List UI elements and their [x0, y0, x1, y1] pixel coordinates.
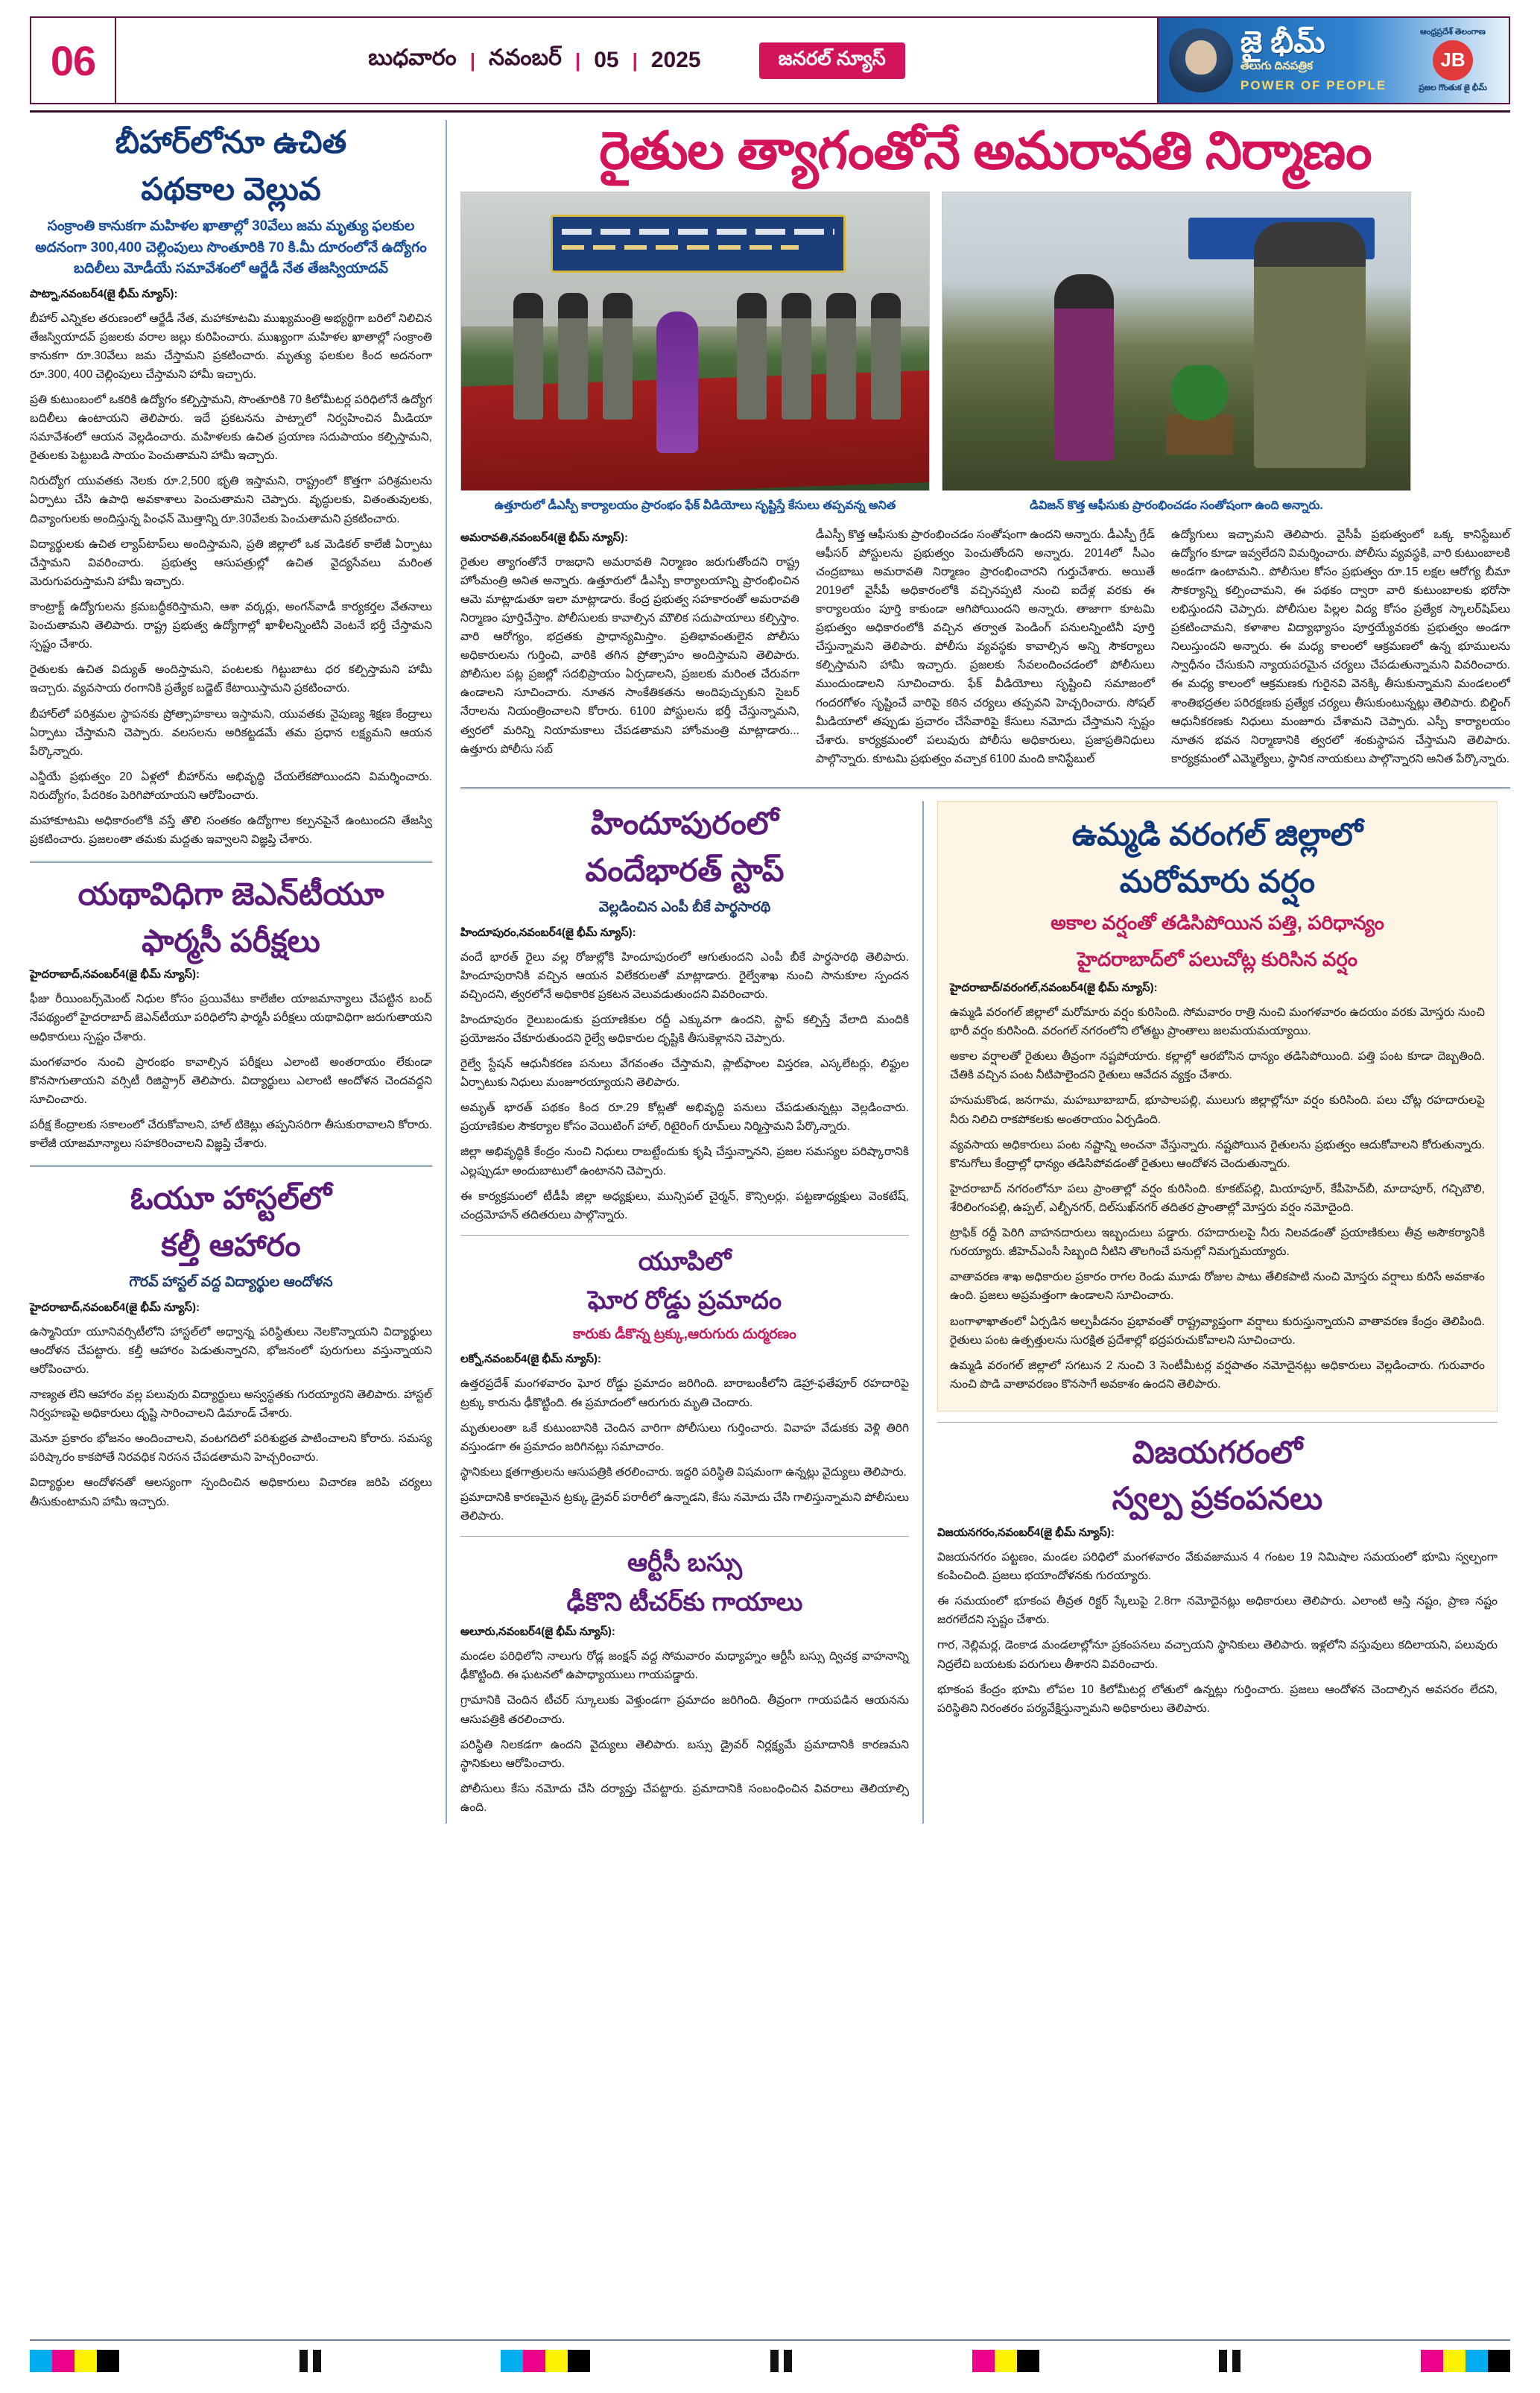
story-up-para-0: ఉత్తరప్రదేశ్ మంగళవారం ఘోర రోడ్డు ప్రమాదం జరిగింది. బారాబంకీలోని డెహ్రా-ఫతేపూర్ రహదారిపై ట్రక్కు కారును ఢీకొట్టింది. ఈ ప్రమాదంలో ఆరుగురు మృతి చెందారు. — [460, 1377, 909, 1409]
swatch-yellow-1 — [75, 2350, 97, 2372]
story-rtc-para-1: గ్రామానికి చెందిన టీచర్ స్కూలుకు వెళ్తుండగా ప్రమాదం జరిగింది. తీవ్రంగా గాయపడిన ఆయనను ఆసుపత్రికి తరలించారు. — [460, 1694, 909, 1726]
story-ou-kicker: గౌరవ్ హాస్టల్ వద్ద విద్యార్థుల ఆందోళన — [129, 1274, 333, 1291]
page-number-box — [31, 18, 116, 103]
content-grid — [30, 120, 1510, 1824]
year: 2025 — [650, 48, 701, 72]
logo-title: జై భీమ్ — [1240, 26, 1325, 59]
footer-rule — [30, 2339, 1510, 2341]
reg-bar-1 — [300, 2350, 308, 2372]
logo-right-line-1: ఆంధ్రప్రదేశ్ తెలంగాణ — [1420, 28, 1486, 37]
lower-columns — [447, 801, 1510, 1824]
swatch-yellow-3 — [995, 2350, 1017, 2372]
story-ou-para-2: మెనూ ప్రకారం భోజనం అందించాలని, వంటగదిలో పరిశుభ్రత పాటించాలని కోరారు. సమస్య పరిష్కారం కాకపోతే నిరవధిక నిరసన చేపడతామని హెచ్చరించారు. — [30, 1432, 432, 1464]
story-bihar-para-4: కాంట్రాక్ట్ ఉద్యోగులను క్రమబద్ధీకరిస్తామని, ఆశా వర్కర్లు, అంగన్‌వాడీ కార్యకర్తల వేతనాలు పెంచుతామని తెలిపారు. రాష్ట్ర ప్రభుత్వ ఉద్యోగాల్లో ఖాళీలన్నింటినీ వెంటనే భర్తీ చేస్తామని స్పష్టం చేశారు. — [30, 601, 432, 651]
section-badge: జనరల్ న్యూస్ — [759, 42, 905, 79]
story-ou-hostel — [30, 1179, 432, 1511]
column-left — [30, 120, 447, 1824]
story-jntu-byline: హైదరాబాద్,నవంబర్4(జై భీమ్ న్యూస్): — [30, 968, 200, 981]
column-mid — [447, 801, 924, 1824]
photo1-banner — [551, 215, 846, 273]
story-vande-para-4: జిల్లా అభివృద్ధికి కేంద్రం నుంచి నిధులు రాబట్టేందుకు కృషి చేస్తున్నానని, ప్రజల సమస్యల పరిష్కారానికి ఎల్లప్పుడూ అందుబాటులో ఉంటానని చెప్పారు. — [460, 1145, 909, 1177]
story-rtc-para-0: మండల పరిధిలోని నాలుగు రోడ్ల జంక్షన్ వద్ద సోమవారం మధ్యాహ్నం ఆర్టీసీ బస్సు ద్విచక్ర వాహనాన్ని ఢీకొట్టింది. ఈ ఘటనలో ఉపాధ్యాయులు గాయపడ్డారు. — [460, 1650, 909, 1682]
right-divider-1 — [937, 1422, 1498, 1423]
mid-divider-2 — [460, 1536, 909, 1537]
bar-group-1 — [300, 2350, 321, 2372]
story-ou-para-3: విద్యార్థుల ఆందోళనతో ఆలస్యంగా స్పందించిన అధికారులు విచారణ జరిపి చర్యలు తీసుకుంటామని హామీ ఇచ్చారు. — [30, 1476, 432, 1508]
lead-photo-left-wrap — [460, 192, 930, 514]
story-vande-para-1: హిందూపురం రైలుబండుకు ప్రయాణికుల రద్దీ ఎక్కువగా ఉందని, స్టాప్ కల్పిస్తే వేలాది మందికి ప్రయోజనం చేకూరుతుందని రైల్వే అధికారుల దృష్టికి తీసుకెళ్లానని చెప్పారు. — [460, 1013, 909, 1045]
story-rtc-headline-1: ఆర్టీసీ బస్సు — [627, 1549, 743, 1578]
lead-story — [447, 120, 1510, 801]
weekday: బుధవారం — [368, 45, 457, 70]
swatch-cyan-2 — [501, 2350, 523, 2372]
story-warangal-para-5: ట్రాఫిక్ రద్దీ పెరిగి వాహనదారులు ఇబ్బందులు పడ్డారు. రహదారులపై నీరు నిలవడంతో ప్రయాణికులు తీవ్ర అసౌకర్యానికి గురయ్యారు. జీహెచ్ఎంసీ సిబ్బంది నీటిని తొలగించే పనుల్లో నిమగ్నమయ్యారు. — [950, 1227, 1485, 1259]
story-warangal-para-7: బంగాళాఖాతంలో ఏర్పడిన అల్పపీడనం ప్రభావంతో రాష్ట్రవ్యాప్తంగా వర్షాలు కురుస్తున్నాయని వాతావరణ కేంద్రం తెలిపింది. రైతులు పంట ఉత్పత్తులను సురక్షిత ప్రదేశాల్లో భద్రపరుచుకోవాలని సూచించారు. — [950, 1315, 1485, 1347]
story-jntu-headline-1: యథావిధిగా జెఎన్‌టీయూ — [77, 876, 384, 912]
lead-bottom-divider — [460, 787, 1510, 789]
story-warangal-headline-1: ఉమ్మడి వరంగల్ జిల్లాలో — [1071, 817, 1363, 852]
story-vande-para-3: అమృత్ భారత్ పథకం కింద రూ.29 కోట్లతో అభివృద్ధి పనులు చేపడుతున్నట్లు వెల్లడించారు. ప్రయాణికుల సౌకర్యాల కోసం వెయిటింగ్ హాల్, రిటైరింగ్ రూమ్‌లు నిర్మిస్తామని పేర్కొన్నారు. — [460, 1101, 909, 1134]
story-vande-byline: హిందూపురం,నవంబర్4(జై భీమ్ న్యూస్): — [460, 926, 636, 939]
reg-bar-2 — [313, 2350, 321, 2372]
photo2-sapling — [1166, 365, 1233, 455]
day-number: 05 — [594, 48, 619, 72]
photo1-officer-1 — [513, 293, 543, 420]
photo1-minister-figure — [656, 312, 698, 453]
story-rtc-para-2: పరిస్థితి నిలకడగా ఉందని వైద్యులు తెలిపారు. బస్సు డ్రైవర్ నిర్లక్ష్యమే ప్రమాదానికి కారణమని స్థానికులు ఆరోపించారు. — [460, 1738, 909, 1770]
story-bihar — [30, 123, 432, 849]
story-warangal-para-3: వ్యవసాయ అధికారులు పంట నష్టాన్ని అంచనా వేస్తున్నారు. నష్టపోయిన రైతులను ప్రభుత్వం ఆదుకోవాలని కోరుతున్నారు. కొనుగోలు కేంద్రాల్లో ధాన్యం తడిసిపోవడంతో రైతులు ఆందోళన చెందుతున్నారు. — [950, 1138, 1485, 1170]
story-vande-para-0: వందే భారత్ రైలు వల్ల రోజుల్లోకి హిందూపురంలో ఆగుతుందని ఎంపీ బీకే పార్థసారథి తెలిపారు. హిందూపురానికి వచ్చిన ఆయన విలేకరులతో మాట్లాడారు. రైల్వేశాఖ నుంచి సానుకూల స్పందన వచ్చిందని, త్వరలోనే అధికారిక ప్రకటన వెలువడుతుందని వివరించారు. — [460, 950, 909, 1001]
photo-sapling-planting — [942, 192, 1411, 491]
column-right — [924, 801, 1498, 1824]
reg-bar-6 — [1232, 2350, 1240, 2372]
story-vizag-byline: విజయనగరం,నవంబర్4(జై భీమ్ న్యూస్): — [937, 1526, 1115, 1539]
right-region — [447, 120, 1510, 1824]
date-separator-1: | — [469, 48, 476, 72]
photo2-woman-figure — [1054, 274, 1114, 461]
jaibheem-badge-icon: JB — [1433, 40, 1473, 80]
story-warangal-para-2: హనుమకొండ, జనగామ, మహబూబాబాద్, భూపాలపల్లి, ములుగు జిల్లాల్లోనూ వర్షం కురిసింది. పలు చోట్ల రహదారులపై నీరు నిలిచి రాకపోకలకు అంతరాయం ఏర్పడింది. — [950, 1094, 1485, 1126]
story-rtc-bus — [460, 1547, 909, 1817]
swatch-magenta-2 — [523, 2350, 545, 2372]
story-bihar-para-8: మహాకూటమి అధికారంలోకి వస్తే తొలి సంతకం ఉద్యోగాల కల్పనపైనే ఉంటుందని తేజస్వి ప్రకటించారు. ప్రజలంతా తమకు మద్దతు ఇవ్వాలని విజ్ఞప్తి చేశారు. — [30, 815, 432, 847]
story-bihar-para-0: బీహార్ ఎన్నికల తరుణంలో ఆర్జేడీ నేత, మహాకూటమి ముఖ్యమంత్రి అభ్యర్థిగా బరిలో నిలిచిన తేజస్వియాదవ్ ప్రజలకు వరాల జల్లు కురిపించారు. ముఖ్యంగా మహిళల ఖాతాల్లో సంక్రాంతి కానుకగా రూ.30వేలు జమ చేస్తామని ప్రకటించారు. మృత్యు ఫలకుల కింద అదనంగా రూ.300, 400 చెల్లింపులు చేస్తామని హామీ ఇచ్చారు. — [30, 312, 432, 381]
story-warangal-headline-2: మరోమారు వర్షం — [1119, 863, 1316, 899]
logo-right-line-3: ప్రజల గొంతుక జై భీమ్ — [1419, 83, 1487, 92]
page-number: 06 — [50, 37, 96, 84]
photo1-officer-7 — [871, 293, 901, 420]
story-up-para-1: మృతులంతా ఒకే కుటుంబానికి చెందిన వారిగా పోలీసులు గుర్తించారు. వివాహ వేడుకకు వెళ్లి తిరిగి వస్తుండగా ఈ ప్రమాదం జరిగినట్లు సమాచారం. — [460, 1421, 909, 1453]
story-jntu-para-0: ఫీజు రీయింబర్స్‌మెంట్ నిధుల కోసం ప్రయివేటు కాలేజీల యాజమాన్యాలు చేపట్టిన బంద్ నేపథ్యంలో హైదరాబాద్ జెఎన్‌టీయూ పరిధిలోని ఫార్మసీ పరీక్షలు యథావిధిగా జరుగుతాయని అధికారులు స్పష్టం చేశారు. — [30, 993, 432, 1043]
story-vizag-para-1: ఈ సమయంలో భూకంప తీవ్రత రిక్టర్ స్కేలుపై 2.8గా నమోదైనట్లు అధికారులు తెలిపారు. ఎలాంటి ఆస్తి నష్టం, ప్రాణ నష్టం జరగలేదని స్పష్టం చేశారు. — [937, 1595, 1498, 1627]
story-warangal-byline: హైదరాబాద్/వరంగల్,నవంబర్4(జై భీమ్ న్యూస్): — [950, 981, 1158, 994]
logo-tagline: POWER OF PEOPLE — [1240, 78, 1387, 92]
photo1-officer-6 — [826, 293, 856, 420]
story-bihar-headline-1: బీహార్‌లోనూ ఉచిత — [115, 124, 347, 159]
lead-para-col3-0: ఉద్యోగులు ఇచ్చామని తెలిపారు. వైసీపీ ప్రభుత్వంలో ఒక్క కానిస్టేబుల్ ఉద్యోగం కూడా ఇవ్వలేదని విమర్శించారు. పోలీసు వ్యవస్థకి, వారి కుటుంబాలకి అండగా ఉంటామని.. పోలీసుల కోసం ప్రభుత్వం రూ.15 లక్షల ఆరోగ్య బీమా సౌకర్యాన్ని కల్పించామని, ఈ పథకం ద్వారా వారి కుటుంబాలకు భరోసా లభిస్తుందని చెప్పారు. పోలీసుల పిల్లల విద్య కోసం ప్రత్యేక స్కాలర్‌షిప్‌లు ప్రకటించామని, కళాశాల విద్యాభ్యాసం పూర్తయ్యేవరకు ప్రభుత్వం అండగా నిలుస్తుందని అన్నారు. ఈ మధ్య కాలంలో ఆక్రమణలో ఉన్న భూములను స్వాధీనం చేసుకుని న్యాయపరమైన చర్యలు చేపడుతున్నామని వివరించారు. ఈ మధ్య కాలంలో ఆక్రమణకు గురైనవి వెనక్కి తీసుకున్నామని మండలంలో శాంతిభద్రతల పరిరక్షణకు ప్రత్యేక చర్యలు తీసుకుంటున్నట్లు తెలిపారు. బిల్డింగ్ ఆధునీకరణకు నిధులు మంజూరు చేశామని చెప్పారు. ఎస్పీ కార్యాలయం నూతన భవన నిర్మాణానికి త్వరలో శంకుస్థాపన చేస్తామని తెలిపారు. కార్యక్రమంలో ఎమ్మెల్యేలు, స్థానిక నాయకులు పాల్గొన్నారని అనిత పేర్కొన్నారు. — [1171, 528, 1510, 765]
swatch-cyan-1 — [30, 2350, 52, 2372]
lead-caption-right: డివిజన్ కొత్త ఆఫీసుకు ప్రారంభించడం సంతోషంగా ఉంది అన్నారు. — [1030, 499, 1323, 513]
story-bihar-byline: పాట్నా,నవంబర్4(జై భీమ్ న్యూస్): — [30, 287, 178, 300]
story-bihar-para-3: విద్యార్థులకు ఉచిత ల్యాప్‌టాప్‌లు అందిస్తామని, ప్రతి జిల్లాలో ఒక మెడికల్ కాలేజీ ఏర్పాటు చేస్తామని వివరించారు. ప్రభుత్వ ఆసుపత్రుల్లో ఉచిత వైద్యసేవలు మరింత మెరుగుపరుస్తామని హామీ ఇచ్చారు. — [30, 537, 432, 588]
story-vande-kicker: వెల్లడించిన ఎంపీ బీకే పార్థసారథి — [598, 900, 771, 915]
story-warangal-para-0: ఉమ్మడి వరంగల్ జిల్లాలో మరోమారు వర్షం కురిసింది. సోమవారం రాత్రి నుంచి మంగళవారం ఉదయం వరకు మోస్తరు నుంచి భారీ వర్షం కురిసింది. వరంగల్ నగరంలోని లోతట్టు ప్రాంతాలు జలమయమయ్యాయి. — [950, 1006, 1485, 1038]
lead-photo-right-wrap — [942, 192, 1411, 514]
reg-bar-4 — [784, 2350, 792, 2372]
story-warangal-kicker-2: హైదరాబాద్‌లో పలుచోట్ల కురిసిన వర్షం — [1077, 948, 1357, 970]
story-vizag-para-0: విజయనగరం పట్టణం, మండల పరిధిలో మంగళవారం వేకువజామున 4 గంటల 19 నిమిషాల సమయంలో భూమి స్వల్పంగా కంపించింది. ప్రజలు భయాందోళనకు గురయ్యారు. — [937, 1550, 1498, 1583]
swatch-yellow-2 — [545, 2350, 568, 2372]
photo1-officer-3 — [603, 293, 633, 420]
story-jntu-para-2: పరీక్ష కేంద్రాలకు సకాలంలో చేరుకోవాలని, హాల్ టికెట్లు తప్పనిసరిగా తీసుకురావాలని కోరారు. కాలేజీ యాజమాన్యాలు సహకరించాలని విజ్ఞప్తి చేశారు. — [30, 1119, 432, 1151]
story-vande-headline-2: వందేభారత్ స్టాప్ — [585, 852, 785, 888]
story-warangal-para-4: హైదరాబాద్ నగరంలోనూ పలు ప్రాంతాల్లో వర్షం కురిసింది. కూకట్‌పల్లి, మియాపూర్, కేపీహెచ్‌బీ, మాదాపూర్, గచ్చిబౌలి, శేరిలింగంపల్లి, ఉప్పల్, ఎల్బీనగర్, దిల్‌సుఖ్‌నగర్ తదితర ప్రాంతాల్లో మోస్తరు వర్షం నమోదైంది. — [950, 1182, 1485, 1214]
story-up-accident — [460, 1246, 909, 1526]
swatch-yellow-4 — [1443, 2350, 1465, 2372]
story-bihar-para-2: నిరుద్యోగ యువతకు నెలకు రూ.2,500 భృతి ఇస్తామని, రాష్ట్రంలో కొత్తగా పరిశ్రమలను ఏర్పాటు చేసి ఉపాధి అవకాశాలు పెంచుతామని చెప్పారు. వృద్ధులకు, వితంతువులకు, దివ్యాంగులకు అందిస్తున్న పింఛన్ మొత్తాన్ని రూ.30వేలకు పెంచుతామని ప్రకటించారు. — [30, 475, 432, 525]
photo1-officer-4 — [737, 293, 767, 420]
story-jntu-para-1: మంగళవారం నుంచి ప్రారంభం కావాల్సిన పరీక్షలు ఎలాంటి అంతరాయం లేకుండా కొనసాగుతాయని వర్సిటీ రిజిస్ట్రార్ తెలిపారు. విద్యార్థులు ఎలాంటి ఆందోళన చెందవద్దని సూచించారు. — [30, 1055, 432, 1106]
story-up-byline: లక్నో,నవంబర్4(జై భీమ్ న్యూస్): — [460, 1353, 602, 1366]
lead-para-col2-0: డీఎస్పీ కొత్త ఆఫీసుకు ప్రారంభించడం సంతోషంగా ఉందని అన్నారు. డీఎస్పీ గ్రేడ్ ఆఫీసర్ పోస్టులను ప్రభుత్వం పెంచుతోందని అన్నారు. 2014లో సీఎం చంద్రబాబు అమరావతి నిర్మాణం ప్రారంభించారని గుర్తుచేశారు. అయితే 2019లో వైసీపీ అధికారంలోకి వచ్చినప్పటి నుంచి ఐదేళ్ల వరకు ఈ కార్యాలయం పూర్తి కాకుండా ఆగిపోయిందని అన్నారు. తాజాగా కూటమి ప్రభుత్వం అధికారంలోకి వచ్చిన తర్వాత పెండింగ్ పనులన్నింటినీ పూర్తి చేస్తున్నామని తెలిపారు. పోలీసు వ్యవస్థకు కావాల్సిన అన్ని సౌకర్యాలు కల్పిస్తామని హామీ ఇచ్చారు. ప్రజలకు సేవలందించడంలో పోలీసులు ముందుండాలని సూచించారు. ఫేక్ వీడియోలు సృష్టించి సమాజంలో గందరగోళం సృష్టించే వారిపై కఠిన చర్యలు తప్పవని హెచ్చరించారు. సోషల్ మీడియాలో తప్పుడు ప్రచారం చేసేవారిపై కేసులు నమోదు చేస్తామని స్పష్టం చేశారు. కార్యక్రమంలో పలువురు పోలీసు అధికారులు, ప్రజాప్రతినిధులు పాల్గొన్నారు. కూటమి ప్రభుత్వం వచ్చాక 6100 మంది కానిస్టేబుల్ — [816, 528, 1155, 765]
story-up-para-2: స్థానికులు క్షతగాత్రులను ఆసుపత్రికి తరలించారు. ఇద్దరి పరిస్థితి విషమంగా ఉన్నట్లు వైద్యులు తెలిపారు. — [460, 1465, 907, 1479]
swatch-group-2 — [501, 2350, 590, 2372]
lead-para-col1-0: రైతుల త్యాగంతోనే రాజధాని అమరావతి నిర్మాణం జరుగుతోందని రాష్ట్ర హోంమంత్రి అనిత అన్నారు. ఉత్తూరులో డీఎస్పీ కార్యాలయాన్ని ప్రారంభించిన ఆమె మాట్లాడుతూ ఇలా మాట్లాడారు. కేంద్ర ప్రభుత్వ సహకారంతో అమరావతి నిర్మాణం పూర్తిచేస్తాం. పోలీసులకు కావాల్సిన మౌలిక సదుపాయాలు కల్పిస్తాం. వారి ఆరోగ్యం, భద్రతకు ప్రాధాన్యమిస్తాం. ప్రతిభావంతులైన పోలీసు అధికారులను గుర్తించి, వారికి తగిన ప్రోత్సాహం అందిస్తామని తెలిపారు. పోలీసుల పట్ల ప్రజల్లో సదభిప్రాయం ఏర్పడాలని, ప్రజలకు మరింత చేరువగా ఉండాలని సూచించారు. నూతన సాంకేతికతను అందిపుచ్చుకుని సైబర్ నేరాలను నియంత్రించాలని కోరారు. 6100 పోస్టులను భర్తీ చేస్తున్నామని, త్వరలో మరిన్ని నియామకాలు చేపడతామని హోంమంత్రి మాట్లాడారు... ఉత్తూరు పోలీసు సబ్ — [460, 555, 799, 756]
story-jntu-pharmacy — [30, 875, 432, 1153]
date-separator-3: | — [632, 48, 638, 72]
story-vizianagaram-tremors — [937, 1433, 1498, 1718]
swatch-magenta-1 — [52, 2350, 75, 2372]
swatch-group-4 — [1421, 2350, 1510, 2372]
photo2-officer-figure — [1254, 222, 1366, 468]
story-rtc-headline-2: ఢీకొని టీచర్‌కు గాయాలు — [566, 1587, 803, 1616]
lead-byline: అమరావతి,నవంబర్4(జై భీమ్ న్యూస్): — [460, 531, 628, 544]
story-vande-headline-1: హిందూపురంలో — [591, 806, 779, 841]
story-bihar-para-5: రైతులకు ఉచిత విద్యుత్ అందిస్తామని, పంటలకు గిట్టుబాటు ధర కల్పిస్తామని హామీ ఇచ్చారు. వ్యవసాయ రంగానికి ప్రత్యేక బడ్జెట్ కేటాయిస్తామని ప్రకటించారు. — [30, 663, 432, 695]
story-rtc-byline: అలూరు,నవంబర్4(జై భీమ్ న్యూస్): — [460, 1625, 615, 1639]
masthead — [30, 16, 1510, 104]
left-divider-1 — [30, 861, 432, 863]
story-warangal-para-6: వాతావరణ శాఖ అధికారుల ప్రకారం రాగల రెండు మూడు రోజుల పాటు తేలికపాటి నుంచి మోస్తరు వర్షాలు కురిసే అవకాశం ఉంది. ప్రజలు అప్రమత్తంగా ఉండాలని సూచించారు. — [950, 1271, 1485, 1303]
story-up-para-3: ప్రమాదానికి కారణమైన ట్రక్కు డ్రైవర్ పరారీలో ఉన్నాడని, కేసు నమోదు చేసి గాలిస్తున్నామని పోలీసులు తెలిపారు. — [460, 1491, 909, 1523]
swatch-group-3 — [972, 2350, 1039, 2372]
story-vizag-para-2: గార, నెల్లిమర్ల, డెంకాడ మండలాల్లోనూ ప్రకంపనలు వచ్చాయని స్థానికులు తెలిపారు. ఇళ్లలోని వస్తువులు కదిలాయని, పలువురు నిద్రలేచి బయటకు పరుగులు తీశారని వివరించారు. — [937, 1639, 1498, 1671]
lead-caption-left: ఉత్తూరులో డీఎస్పీ కార్యాలయం ప్రారంభం ఫేక్ వీడియోలు సృష్టిస్తే కేసులు తప్పవన్న అనిత — [494, 499, 896, 513]
story-ou-para-0: ఉస్మానియా యూనివర్సిటీలోని హాస్టల్‌లో అధ్వాన్న పరిస్థితులు నెలకొన్నాయని విద్యార్థులు ఆందోళన చేపట్టారు. కల్తీ ఆహారం పెడుతున్నారని, భోజనంలో పురుగులు వస్తున్నాయని ఆరోపించారు. — [30, 1325, 432, 1376]
story-vizag-para-3: భూకంప కేంద్రం భూమి లోపల 10 కిలోమీటర్ల లోతులో ఉన్నట్లు గుర్తించారు. ప్రజలు ఆందోళన చెందాల్సిన అవసరం లేదని, పరిస్థితిని నిరంతరం పర్యవేక్షిస్తున్నామని అధికారులు తెలిపారు. — [937, 1683, 1498, 1715]
story-rtc-para-3: పోలీసులు కేసు నమోదు చేసి దర్యాప్తు చేపట్టారు. ప్రమాదానికి సంబంధించిన వివరాలు తెలియాల్సి ఉంది. — [460, 1782, 909, 1814]
mid-divider-1 — [460, 1235, 909, 1236]
lead-body-col-3 — [1171, 525, 1510, 775]
swatch-magenta-4 — [1421, 2350, 1443, 2372]
date-separator-2: | — [574, 48, 581, 72]
reg-bar-5 — [1219, 2350, 1227, 2372]
story-ou-headline-2: కల్తీ ఆహారం — [161, 1227, 301, 1262]
story-ou-headline-1: ఓయూ హాస్టల్‌లో — [130, 1180, 332, 1216]
story-warangal-para-8: ఉమ్మడి వరంగల్ జిల్లాలో సగటున 2 నుంచి 3 సెంటీమీటర్ల వర్షపాతం నమోదైనట్లు అధికారులు వెల్లడించారు. గురువారం నుంచి పొడి వాతావరణం కొనసాగే అవకాశం ఉందని తెలిపారు. — [950, 1359, 1485, 1391]
story-up-kicker: కారుకు డీకొన్న ట్రక్కు,ఆరుగురు దుర్మరణం — [573, 1326, 796, 1342]
story-vizag-headline-1: విజయగరంలో — [1132, 1434, 1303, 1470]
story-ou-byline: హైదరాబాద్,నవంబర్4(జై భీమ్ న్యూస్): — [30, 1300, 200, 1314]
swatch-cyan-4 — [1465, 2350, 1488, 2372]
logo-subtitle: తెలుగు దినపత్రిక — [1240, 60, 1313, 72]
story-vande-para-5: ఈ కార్యక్రమంలో టీడీపీ జిల్లా అధ్యక్షులు, మున్సిపల్ చైర్మన్, కౌన్సిలర్లు, పట్టణాధ్యక్షులు వెంకటేష్, చంద్రమోహన్ తదితరులు పాల్గొన్నారు. — [460, 1189, 909, 1221]
date-strip — [116, 18, 1157, 103]
story-vande-bharat — [460, 804, 909, 1224]
lead-headline: రైతుల త్యాగంతోనే అమరావతి నిర్మాణం — [599, 121, 1372, 180]
registration-color-bar — [30, 2348, 1510, 2374]
lead-body-col-1 — [460, 525, 799, 775]
newspaper-logo — [1157, 18, 1509, 103]
swatch-group-1 — [30, 2350, 119, 2372]
reg-bar-3 — [770, 2350, 779, 2372]
swatch-black-4 — [1488, 2350, 1510, 2372]
month: నవంబర్ — [489, 45, 562, 70]
ambedkar-portrait-icon — [1169, 28, 1233, 92]
story-warangal-kicker-1: అకాల వర్షంతో తడిసిపోయిన పత్తి, పరిధాన్యం — [1051, 911, 1384, 934]
photo-dsp-office-inauguration — [460, 192, 930, 491]
story-jntu-headline-2: ఫార్మసీ పరీక్షలు — [142, 923, 320, 958]
story-bihar-para-1: ప్రతి కుటుంబంలో ఒకరికి ఉద్యోగం కల్పిస్తామని, సొంతూరికి 70 కిలోమీటర్ల పరిధిలోనే ఉద్యోగ బదిలీలు ఉంటాయని తెలిపారు. ఇదే ప్రకటనను పాట్నాలో నిర్వహించిన మీడియా సమావేశంలో ఆయన వెల్లడించారు. మహిళలకు ఉచిత ప్రయాణ సదుపాయం కల్పిస్తామని, రైతులకు పెట్టుబడి సాయం పెంచుతామని హామీ ఇచ్చారు. — [30, 393, 432, 463]
story-bihar-headline-2: పథకాల వెల్లువ — [141, 171, 321, 206]
photo1-officer-5 — [782, 293, 811, 420]
story-up-headline-2: ఘోర రోడ్డు ప్రమాదం — [587, 1286, 782, 1315]
swatch-magenta-3 — [972, 2350, 995, 2372]
masthead-rule — [30, 110, 1510, 113]
swatch-black-2 — [568, 2350, 590, 2372]
bar-group-2 — [770, 2350, 792, 2372]
photo1-officer-2 — [558, 293, 588, 420]
lead-body-columns — [460, 525, 1510, 775]
story-bihar-kicker: సంక్రాంతి కానుకగా మహిళల ఖాతాల్లో 30వేలు జమ మృత్యు ఫలకుల అదనంగా 300,400 చెల్లింపులు సొంతూరికి 70 కి.మీ దూరంలోనే ఉద్యోగం బదిలీలు మోడీయే సమావేశంలో ఆర్జేడీ నేత తేజస్వియాదవ్ — [35, 218, 427, 276]
left-divider-2 — [30, 1165, 432, 1167]
swatch-black-3 — [1017, 2350, 1039, 2372]
swatch-black-1 — [97, 2350, 119, 2372]
logo-right-block — [1397, 25, 1509, 95]
bar-group-3 — [1219, 2350, 1240, 2372]
story-ou-para-1: నాణ్యత లేని ఆహారం వల్ల పలువురు విద్యార్థులు అస్వస్థతకు గురయ్యారని తెలిపారు. హాస్టల్ నిర్వహణపై అధికారులు దృష్టి సారించాలని డిమాండ్ చేశారు. — [30, 1388, 432, 1420]
logo-text — [1240, 28, 1397, 93]
story-vande-para-2: రైల్వే స్టేషన్ ఆధునీకరణ పనులు వేగవంతం చేస్తామని, ప్లాట్‌ఫాంల విస్తరణ, ఎస్కలేటర్లు, లిఫ్టుల ఏర్పాటుకు నిధులు మంజూరయ్యాయని తెలిపారు. — [460, 1058, 909, 1090]
story-up-headline-1: యూపిలో — [638, 1247, 732, 1276]
story-vizag-headline-2: స్వల్ప ప్రకంపనలు — [1112, 1481, 1323, 1517]
lead-photo-row — [460, 192, 1510, 514]
newspaper-page — [0, 16, 1540, 2393]
lead-body-col-2 — [816, 525, 1155, 775]
story-bihar-para-6: బీహార్‌లో పరిశ్రమల స్థాపనకు ప్రోత్సాహకాలు ఇస్తామని, యువతకు నైపుణ్య శిక్షణ కేంద్రాలు ఏర్పాటు చేస్తామని చెప్పారు. వలసలను అరికట్టడమే తమ ప్రధాన లక్ష్యమని ఆయన పేర్కొన్నారు. — [30, 707, 432, 758]
story-bihar-para-7: ఎన్డీయే ప్రభుత్వం 20 ఏళ్లలో బీహార్‌ను అభివృద్ధి చేయలేకపోయిందని విమర్శించారు. నిరుద్యోగం, పేదరికం పెరిగిపోయాయని ఆరోపించారు. — [30, 770, 432, 803]
story-warangal-para-1: అకాల వర్షాలతో రైతులు తీవ్రంగా నష్టపోయారు. కల్లాల్లో ఆరబోసిన ధాన్యం తడిసిపోయింది. పత్తి పంట కూడా దెబ్బతింది. చేతికి వచ్చిన పంట నీటిపాలైందని రైతులు ఆవేదన వ్యక్తం చేశారు. — [950, 1050, 1485, 1082]
story-warangal-rain — [937, 801, 1498, 1412]
